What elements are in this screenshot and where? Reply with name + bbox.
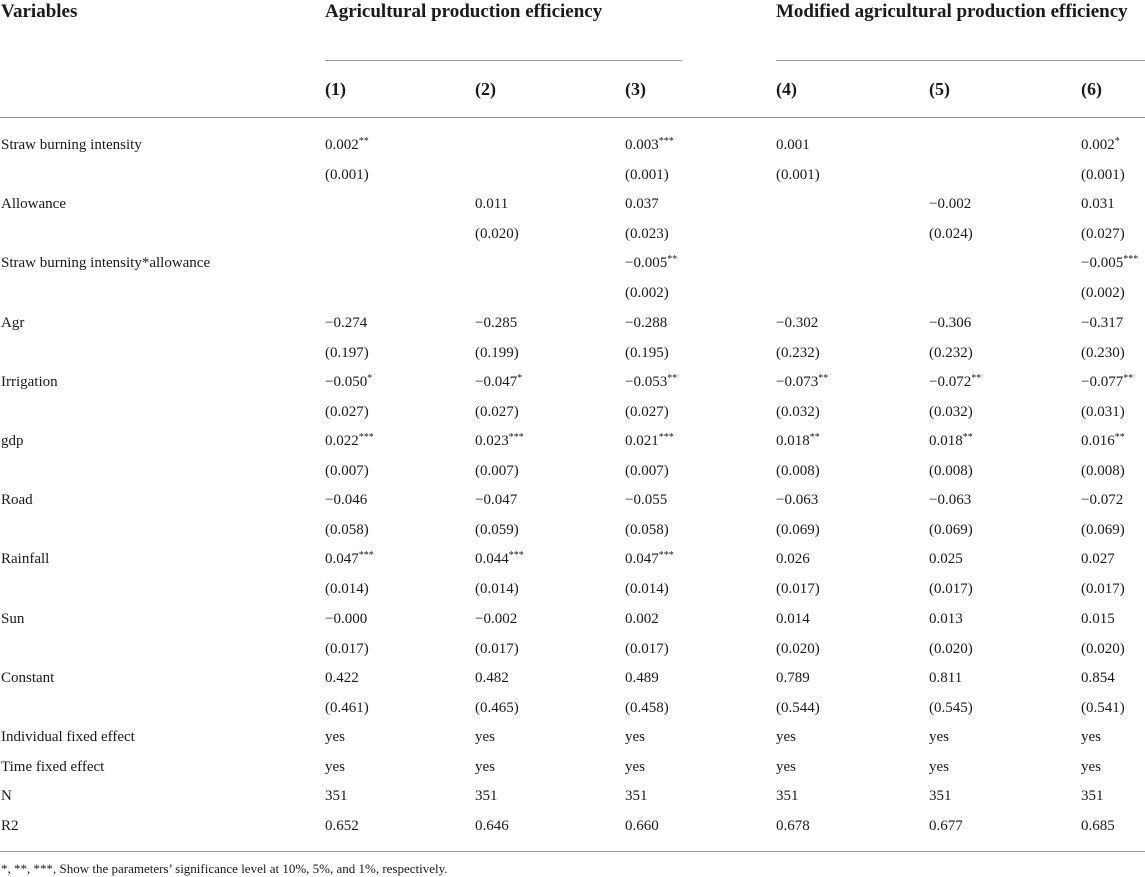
standard-error-cell: (0.230) xyxy=(1081,345,1125,361)
standard-error-cell: (0.027) xyxy=(475,404,519,420)
coefficient-cell: 0.037 xyxy=(625,196,659,212)
coefficient-cell: −0.005*** xyxy=(1081,254,1139,271)
standard-error-cell: (0.020) xyxy=(475,226,519,242)
footer-value-cell: yes xyxy=(475,729,495,745)
standard-error-cell: (0.017) xyxy=(325,641,369,657)
footer-value-cell: yes xyxy=(625,729,645,745)
standard-error-cell: (0.017) xyxy=(929,581,973,597)
standard-error-cell: (0.069) xyxy=(776,522,820,538)
coefficient-cell: −0.047 xyxy=(475,492,518,508)
footer-value-cell: 351 xyxy=(625,788,648,804)
coefficient-cell: −0.005** xyxy=(625,254,678,271)
footer-row-label: N xyxy=(1,788,12,804)
variable-label: Sun xyxy=(1,611,25,627)
variable-label: Constant xyxy=(1,670,55,686)
variable-label: Rainfall xyxy=(1,551,50,567)
coefficient-cell: 0.027 xyxy=(1081,551,1115,567)
coefficient-cell: 0.018** xyxy=(929,432,973,449)
footer-value-cell: yes xyxy=(475,759,495,775)
footer-value-cell: 0.677 xyxy=(929,818,963,834)
standard-error-cell: (0.014) xyxy=(475,581,519,597)
coefficient-cell: 0.002** xyxy=(325,136,369,153)
coefficient-cell: −0.288 xyxy=(625,315,668,331)
footer-value-cell: yes xyxy=(1081,729,1101,745)
coefficient-cell: 0.002* xyxy=(1081,136,1120,153)
standard-error-cell: (0.020) xyxy=(776,641,820,657)
coefficient-cell: −0.053** xyxy=(625,373,678,390)
group-header-agricultural-efficiency: Agricultural production efficiency xyxy=(325,1,603,22)
column-number-header: (2) xyxy=(475,79,496,99)
coefficient-cell: 0.002 xyxy=(625,611,659,627)
coefficient-cell: 0.047*** xyxy=(325,550,374,567)
standard-error-cell: (0.017) xyxy=(1081,581,1125,597)
standard-error-cell: (0.544) xyxy=(776,700,820,716)
coefficient-cell: 0.018** xyxy=(776,432,820,449)
standard-error-cell: (0.007) xyxy=(475,463,519,479)
coefficient-cell: 0.013 xyxy=(929,611,963,627)
coefficient-cell: 0.011 xyxy=(475,196,509,212)
standard-error-cell: (0.023) xyxy=(625,226,669,242)
coefficient-cell: 0.854 xyxy=(1081,670,1115,686)
standard-error-cell: (0.008) xyxy=(929,463,973,479)
variable-label: Allowance xyxy=(1,196,66,212)
footer-value-cell: yes xyxy=(776,729,796,745)
variable-label: Straw burning intensity*allowance xyxy=(1,255,211,271)
standard-error-cell: (0.031) xyxy=(1081,404,1125,420)
coefficient-cell: −0.063 xyxy=(929,492,972,508)
coefficient-cell: −0.306 xyxy=(929,315,972,331)
coefficient-cell: −0.072 xyxy=(1081,492,1124,508)
standard-error-cell: (0.458) xyxy=(625,700,669,716)
standard-error-cell: (0.014) xyxy=(625,581,669,597)
standard-error-cell: (0.020) xyxy=(1081,641,1125,657)
footer-value-cell: 0.685 xyxy=(1081,818,1115,834)
standard-error-cell: (0.017) xyxy=(475,641,519,657)
standard-error-cell: (0.027) xyxy=(625,404,669,420)
coefficient-cell: 0.021*** xyxy=(625,432,674,449)
footer-row-label: R2 xyxy=(1,818,19,834)
standard-error-cell: (0.027) xyxy=(1081,226,1125,242)
standard-error-cell: (0.232) xyxy=(776,345,820,361)
footer-value-cell: yes xyxy=(325,729,345,745)
coefficient-cell: 0.044*** xyxy=(475,550,524,567)
standard-error-cell: (0.232) xyxy=(929,345,973,361)
standard-error-cell: (0.027) xyxy=(325,404,369,420)
variable-label: Road xyxy=(1,492,33,508)
footer-value-cell: 351 xyxy=(1081,788,1104,804)
footer-value-cell: yes xyxy=(325,759,345,775)
coefficient-cell: 0.003*** xyxy=(625,136,674,153)
standard-error-cell: (0.199) xyxy=(475,345,519,361)
column-number-header: (1) xyxy=(325,79,346,99)
standard-error-cell: (0.007) xyxy=(625,463,669,479)
standard-error-cell: (0.024) xyxy=(929,226,973,242)
coefficient-cell: 0.031 xyxy=(1081,196,1115,212)
coefficient-cell: 0.023*** xyxy=(475,432,524,449)
standard-error-cell: (0.197) xyxy=(325,345,369,361)
standard-error-cell: (0.007) xyxy=(325,463,369,479)
coefficient-cell: −0.063 xyxy=(776,492,819,508)
standard-error-cell: (0.001) xyxy=(325,167,369,183)
table-bottom-rule xyxy=(0,851,1145,852)
variables-header: Variables xyxy=(1,1,78,22)
standard-error-cell: (0.195) xyxy=(625,345,669,361)
variable-label: Straw burning intensity xyxy=(1,137,142,153)
coefficient-cell: 0.047*** xyxy=(625,550,674,567)
footer-value-cell: 0.660 xyxy=(625,818,659,834)
column-number-header: (6) xyxy=(1081,79,1102,99)
footer-row-label: Individual fixed effect xyxy=(1,729,135,745)
coefficient-cell: 0.811 xyxy=(929,670,963,686)
coefficient-cell: 0.422 xyxy=(325,670,359,686)
coefficient-cell: −0.077** xyxy=(1081,373,1134,390)
coefficient-cell: 0.489 xyxy=(625,670,659,686)
coefficient-cell: −0.072** xyxy=(929,373,982,390)
coefficient-cell: 0.015 xyxy=(1081,611,1115,627)
coefficient-cell: −0.073** xyxy=(776,373,829,390)
coefficient-cell: −0.055 xyxy=(625,492,668,508)
standard-error-cell: (0.032) xyxy=(776,404,820,420)
standard-error-cell: (0.017) xyxy=(625,641,669,657)
standard-error-cell: (0.069) xyxy=(929,522,973,538)
significance-note: *, **, ***, Show the parameters’ significance level at 10%, 5%, and 1%, respectively. xyxy=(1,861,448,876)
standard-error-cell: (0.058) xyxy=(625,522,669,538)
coefficient-cell: −0.302 xyxy=(776,315,819,331)
coefficient-cell: −0.002 xyxy=(475,611,518,627)
coefficient-cell: 0.022*** xyxy=(325,432,374,449)
footer-value-cell: 351 xyxy=(475,788,498,804)
coefficient-cell: 0.026 xyxy=(776,551,810,567)
standard-error-cell: (0.058) xyxy=(325,522,369,538)
column-number-header: (5) xyxy=(929,79,950,99)
variable-label: Irrigation xyxy=(1,374,58,390)
column-number-header: (4) xyxy=(776,79,797,99)
footer-value-cell: 351 xyxy=(929,788,952,804)
standard-error-cell: (0.001) xyxy=(625,167,669,183)
column-number-header: (3) xyxy=(625,79,646,99)
coefficient-cell: 0.025 xyxy=(929,551,963,567)
coefficient-cell: 0.016** xyxy=(1081,432,1125,449)
coefficient-cell: −0.050* xyxy=(325,373,373,390)
standard-error-cell: (0.001) xyxy=(1081,167,1125,183)
footer-value-cell: yes xyxy=(1081,759,1101,775)
footer-row-label: Time fixed effect xyxy=(1,759,105,775)
group1-underline xyxy=(325,60,682,61)
coefficient-cell: −0.000 xyxy=(325,611,368,627)
standard-error-cell: (0.020) xyxy=(929,641,973,657)
standard-error-cell: (0.069) xyxy=(1081,522,1125,538)
footer-value-cell: yes xyxy=(929,729,949,745)
coefficient-cell: −0.317 xyxy=(1081,315,1124,331)
coefficient-cell: 0.482 xyxy=(475,670,509,686)
standard-error-cell: (0.008) xyxy=(776,463,820,479)
coefficient-cell: −0.274 xyxy=(325,315,368,331)
standard-error-cell: (0.008) xyxy=(1081,463,1125,479)
variable-label: gdp xyxy=(1,433,24,449)
coefficient-cell: −0.047* xyxy=(475,373,523,390)
coefficient-cell: 0.789 xyxy=(776,670,810,686)
footer-value-cell: yes xyxy=(929,759,949,775)
coefficient-cell: −0.285 xyxy=(475,315,518,331)
standard-error-cell: (0.002) xyxy=(625,285,669,301)
footer-value-cell: 0.646 xyxy=(475,818,509,834)
variable-label: Agr xyxy=(1,315,25,331)
standard-error-cell: (0.032) xyxy=(929,404,973,420)
standard-error-cell: (0.541) xyxy=(1081,700,1125,716)
group-header-modified-efficiency: Modified agricultural production efficiency xyxy=(776,1,1128,22)
coefficient-cell: 0.014 xyxy=(776,611,810,627)
standard-error-cell: (0.461) xyxy=(325,700,369,716)
standard-error-cell: (0.002) xyxy=(1081,285,1125,301)
footer-value-cell: 351 xyxy=(325,788,348,804)
coefficient-cell: 0.001 xyxy=(776,137,810,153)
standard-error-cell: (0.545) xyxy=(929,700,973,716)
footer-value-cell: yes xyxy=(776,759,796,775)
footer-value-cell: 0.652 xyxy=(325,818,359,834)
standard-error-cell: (0.059) xyxy=(475,522,519,538)
standard-error-cell: (0.014) xyxy=(325,581,369,597)
footer-value-cell: 0.678 xyxy=(776,818,810,834)
standard-error-cell: (0.465) xyxy=(475,700,519,716)
standard-error-cell: (0.017) xyxy=(776,581,820,597)
coefficient-cell: −0.046 xyxy=(325,492,368,508)
standard-error-cell: (0.001) xyxy=(776,167,820,183)
footer-value-cell: 351 xyxy=(776,788,799,804)
group2-underline xyxy=(776,60,1145,61)
coefficient-cell: −0.002 xyxy=(929,196,972,212)
footer-value-cell: yes xyxy=(625,759,645,775)
header-bottom-rule xyxy=(0,117,1145,118)
